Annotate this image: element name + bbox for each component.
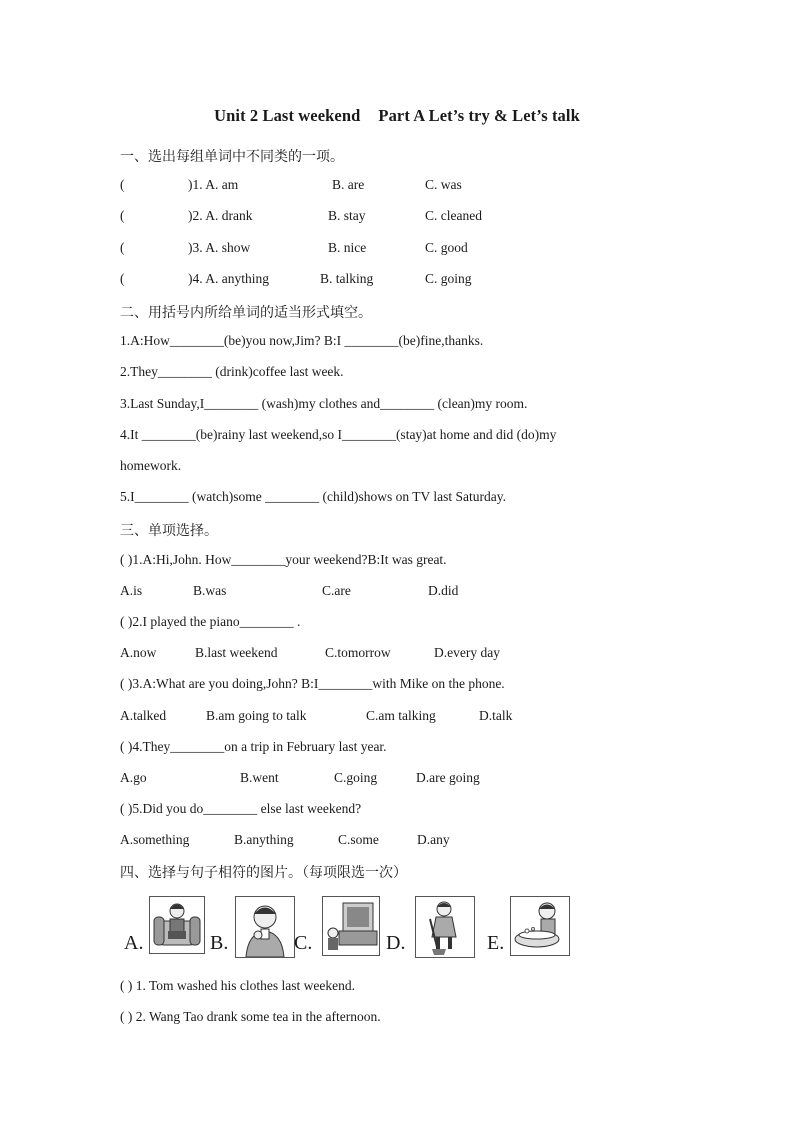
- option: B.anything: [234, 832, 294, 847]
- option: A.go: [120, 770, 147, 785]
- option: B.am going to talk: [206, 708, 307, 723]
- matching-sentence: ( ) 1. Tom washed his clothes last weekend.: [120, 978, 356, 993]
- option-b: B. nice: [328, 240, 367, 255]
- answer-paren: (: [120, 177, 125, 192]
- option: B.went: [240, 770, 279, 785]
- picture-options: [120, 896, 580, 960]
- picture-letter-d: D.: [386, 932, 406, 954]
- picture-man-drinking: [235, 896, 295, 958]
- title-part: Part A Let’s try & Let’s talk: [378, 106, 580, 125]
- option: D.any: [417, 832, 450, 847]
- option: C.tomorrow: [325, 645, 391, 660]
- option: A.something: [120, 832, 190, 847]
- fill-blank-line: 4.It ________(be)rainy last weekend,so I________(stay)at home and did (do)my: [120, 427, 557, 442]
- option: A.now: [120, 645, 157, 660]
- option: A.talked: [120, 708, 167, 723]
- question-line: ( )4.They________on a trip in February last year.: [120, 739, 387, 754]
- question-line: ( )1.A:Hi,John. How________your weekend?B:It was great.: [120, 552, 447, 567]
- option-a: )1. A. am: [188, 177, 239, 192]
- option-b: B. are: [332, 177, 365, 192]
- option: B.was: [193, 583, 227, 598]
- section4-heading: 四、选择与句子相符的图片。（每项限选一次）: [120, 865, 407, 881]
- matching-sentence: ( ) 2. Wang Tao drank some tea in the afternoon.: [120, 1009, 381, 1024]
- option: D.did: [428, 583, 459, 598]
- question-line: ( )5.Did you do________ else last weekend?: [120, 801, 362, 816]
- fill-blank-line: 5.I________ (watch)some ________ (child)shows on TV last Saturday.: [120, 489, 506, 504]
- picture-letter-a: A.: [124, 932, 144, 954]
- section3-heading: 三、单项选择。: [120, 523, 218, 539]
- answer-paren: (: [120, 271, 125, 286]
- fill-blank-line: homework.: [120, 458, 182, 473]
- picture-letter-c: C.: [294, 932, 313, 954]
- picture-girl-sweeping: [415, 896, 475, 958]
- option-b: B. talking: [320, 271, 374, 286]
- option-a: )3. A. show: [188, 240, 251, 255]
- answer-paren: (: [120, 240, 125, 255]
- picture-letter-b: B.: [210, 932, 229, 954]
- option: B.last weekend: [195, 645, 278, 660]
- option: A.is: [120, 583, 143, 598]
- page-title: [0, 106, 794, 126]
- option-c: C. going: [425, 271, 472, 286]
- picture-child-tv: [322, 896, 380, 956]
- answer-paren: (: [120, 208, 125, 223]
- option-c: C. good: [425, 240, 468, 255]
- fill-blank-line: 2.They________ (drink)coffee last week.: [120, 364, 344, 379]
- picture-letter-e: E.: [487, 932, 505, 954]
- option: C.going: [334, 770, 378, 785]
- option: C.some: [338, 832, 379, 847]
- option-c: C. cleaned: [425, 208, 482, 223]
- fill-blank-line: 3.Last Sunday,I________ (wash)my clothes and________ (clean)my room.: [120, 396, 528, 411]
- option: C.am talking: [366, 708, 436, 723]
- question-line: ( )3.A:What are you doing,John? B:I________with Mike on the phone.: [120, 676, 505, 691]
- fill-blank-line: 1.A:How________(be)you now,Jim? B:I ________(be)fine,thanks.: [120, 333, 484, 348]
- section2-heading: 二、用括号内所给单词的适当形式填空。: [120, 305, 372, 321]
- option: D.talk: [479, 708, 513, 723]
- picture-boy-washing: [510, 896, 570, 956]
- option: D.are going: [416, 770, 480, 785]
- option-c: C. was: [425, 177, 462, 192]
- option-b: B. stay: [328, 208, 366, 223]
- option: C.are: [322, 583, 351, 598]
- option-a: )4. A. anything: [188, 271, 269, 286]
- title-unit: Unit 2 Last weekend: [214, 106, 361, 125]
- question-line: ( )2.I played the piano________ .: [120, 614, 301, 629]
- option: D.every day: [434, 645, 500, 660]
- option-a: )2. A. drank: [188, 208, 253, 223]
- picture-boy-armchair: [149, 896, 205, 954]
- section1-heading: 一、选出每组单词中不同类的一项。: [120, 149, 344, 165]
